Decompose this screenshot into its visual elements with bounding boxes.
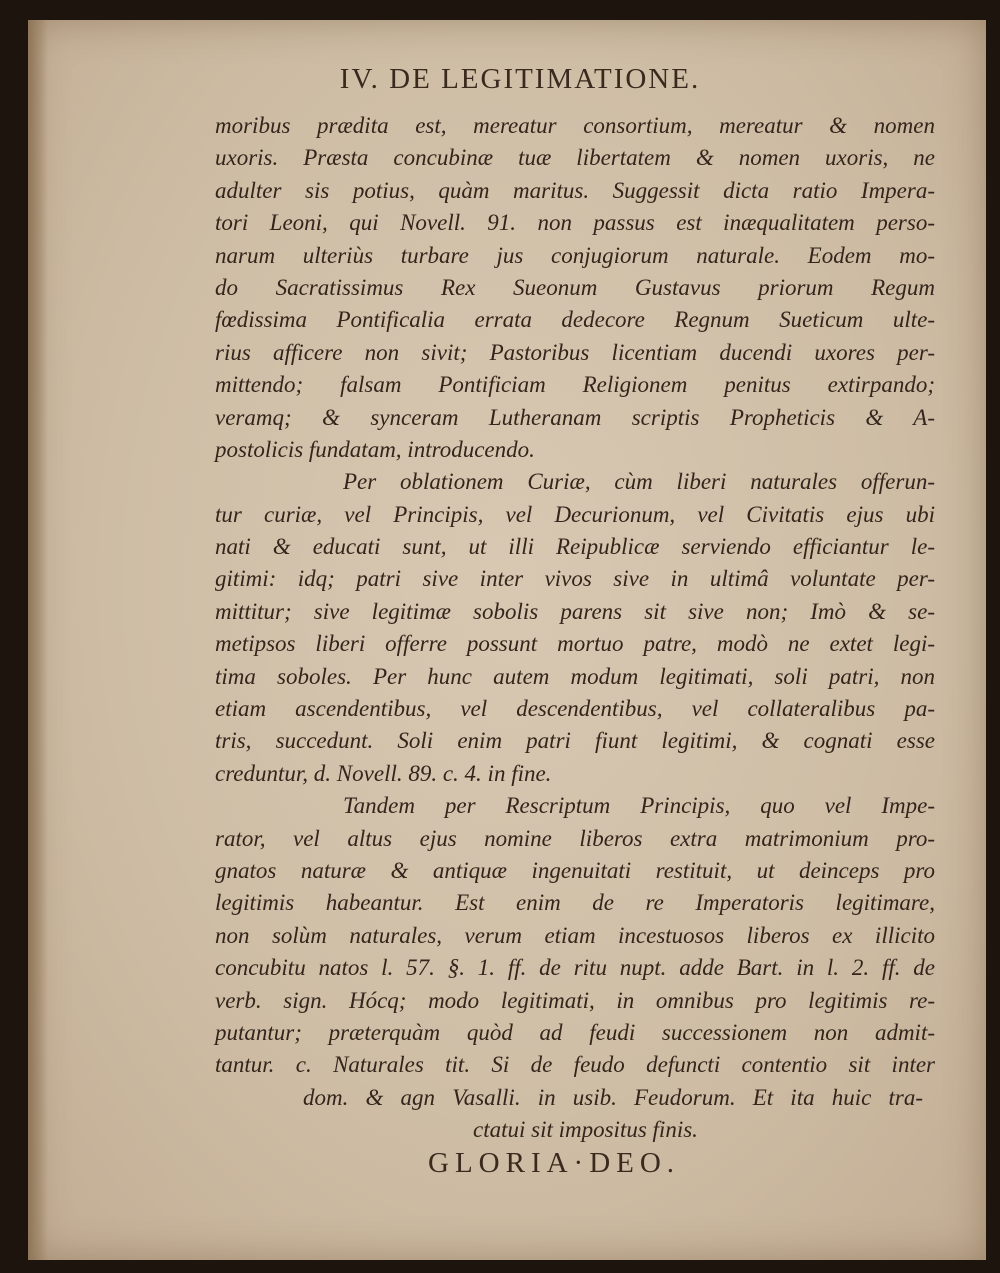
text-line: tris, succedunt. Soli enim patri fiunt legitimi, & cognati esse (215, 728, 935, 754)
text-line: nati & educati sunt, ut illi Reipublicæ serviendo efficiantur le- (215, 534, 935, 560)
text-line: non solùm naturales, verum etiam incestuosos liberos ex illicito (215, 922, 935, 948)
text-line: verb. sign. Hócq; modo legitimati, in omnibus pro legitimis re- (215, 987, 935, 1013)
text-line: legitimis habeantur. Est enim de re Imperatoris legitimare, (215, 890, 935, 916)
text-line: uxoris. Præsta concubinæ tuæ libertatem & nomen uxoris, ne (215, 145, 935, 171)
text-line: gnatos naturæ & antiquæ ingenuitati restituit, ut deinceps pro (215, 857, 935, 883)
text-line: mittendo; falsam Pontificiam Religionem penitus extirpando; (215, 372, 935, 398)
text-line: rator, vel altus ejus nomine liberos extra matrimonium pro- (215, 825, 935, 851)
text-line: tori Leoni, qui Novell. 91. non passus est inæqualitatem perso- (215, 210, 935, 236)
text-line: tima soboles. Per hunc autem modum legitimati, soli patri, non (215, 663, 935, 689)
text-line: mittitur; sive legitimæ sobolis parens sit sive non; Imò & se- (215, 598, 935, 624)
text-line: fœdissima Pontificalia errata dedecore Regnum Sueticum ulte- (215, 307, 935, 333)
text-line: tantur. c. Naturales tit. Si de feudo defuncti contentio sit inter (215, 1052, 935, 1078)
text-line: rius afficere non sivit; Pastoribus licentiam ducendi uxores per- (215, 339, 935, 365)
text-line: etiam ascendentibus, vel descendentibus, vel collateralibus pa- (215, 696, 935, 722)
text-line: veramq; & synceram Lutheranam scriptis Propheticis & A- (215, 404, 935, 430)
body-text (215, 110, 935, 1147)
text-line: ctatui sit impositus finis. (473, 1117, 698, 1143)
text-line: creduntur, d. Novell. 89. c. 4. in fine. (215, 760, 552, 786)
text-line: concubitu natos l. 57. §. 1. ff. de ritu nupt. adde Bart. in l. 2. ff. de (215, 955, 935, 981)
text-line: adulter sis potius, quàm maritus. Suggessit dicta ratio Impera- (215, 177, 935, 203)
text-line: narum ulteriùs turbare jus conjugiorum naturale. Eodem mo- (215, 242, 935, 268)
text-line: tur curiæ, vel Principis, vel Decurionum, vel Civitatis ejus ubi (215, 501, 935, 527)
text-line: postolicis fundatam, introducendo. (215, 436, 535, 462)
text-line: do Sacratissimus Rex Sueonum Gustavus priorum Regum (215, 274, 935, 300)
text-line: putantur; præterquàm quòd ad feudi successionem non admit- (215, 1019, 935, 1045)
text-line: gitimi: idq; patri sive inter vivos sive in ultimâ voluntate per- (215, 566, 935, 592)
running-head: IV. DE LEGITIMATIONE. (339, 63, 701, 95)
text-line: dom. & agn Vasalli. in usib. Feudorum. Et ita huic tra- (303, 1084, 923, 1110)
closing-doxology: GLORIA·DEO. (428, 1147, 681, 1179)
text-line: metipsos liberi offerre possunt mortuo patre, modò ne extet legi- (215, 631, 935, 657)
paragraph-start: Per oblationem Curiæ, cùm liberi naturales offerun- (343, 469, 935, 495)
text-line: moribus prædita est, mereatur consortium, mereatur & nomen (215, 113, 935, 138)
paragraph-start: Tandem per Rescriptum Principis, quo vel Impe- (343, 793, 935, 819)
